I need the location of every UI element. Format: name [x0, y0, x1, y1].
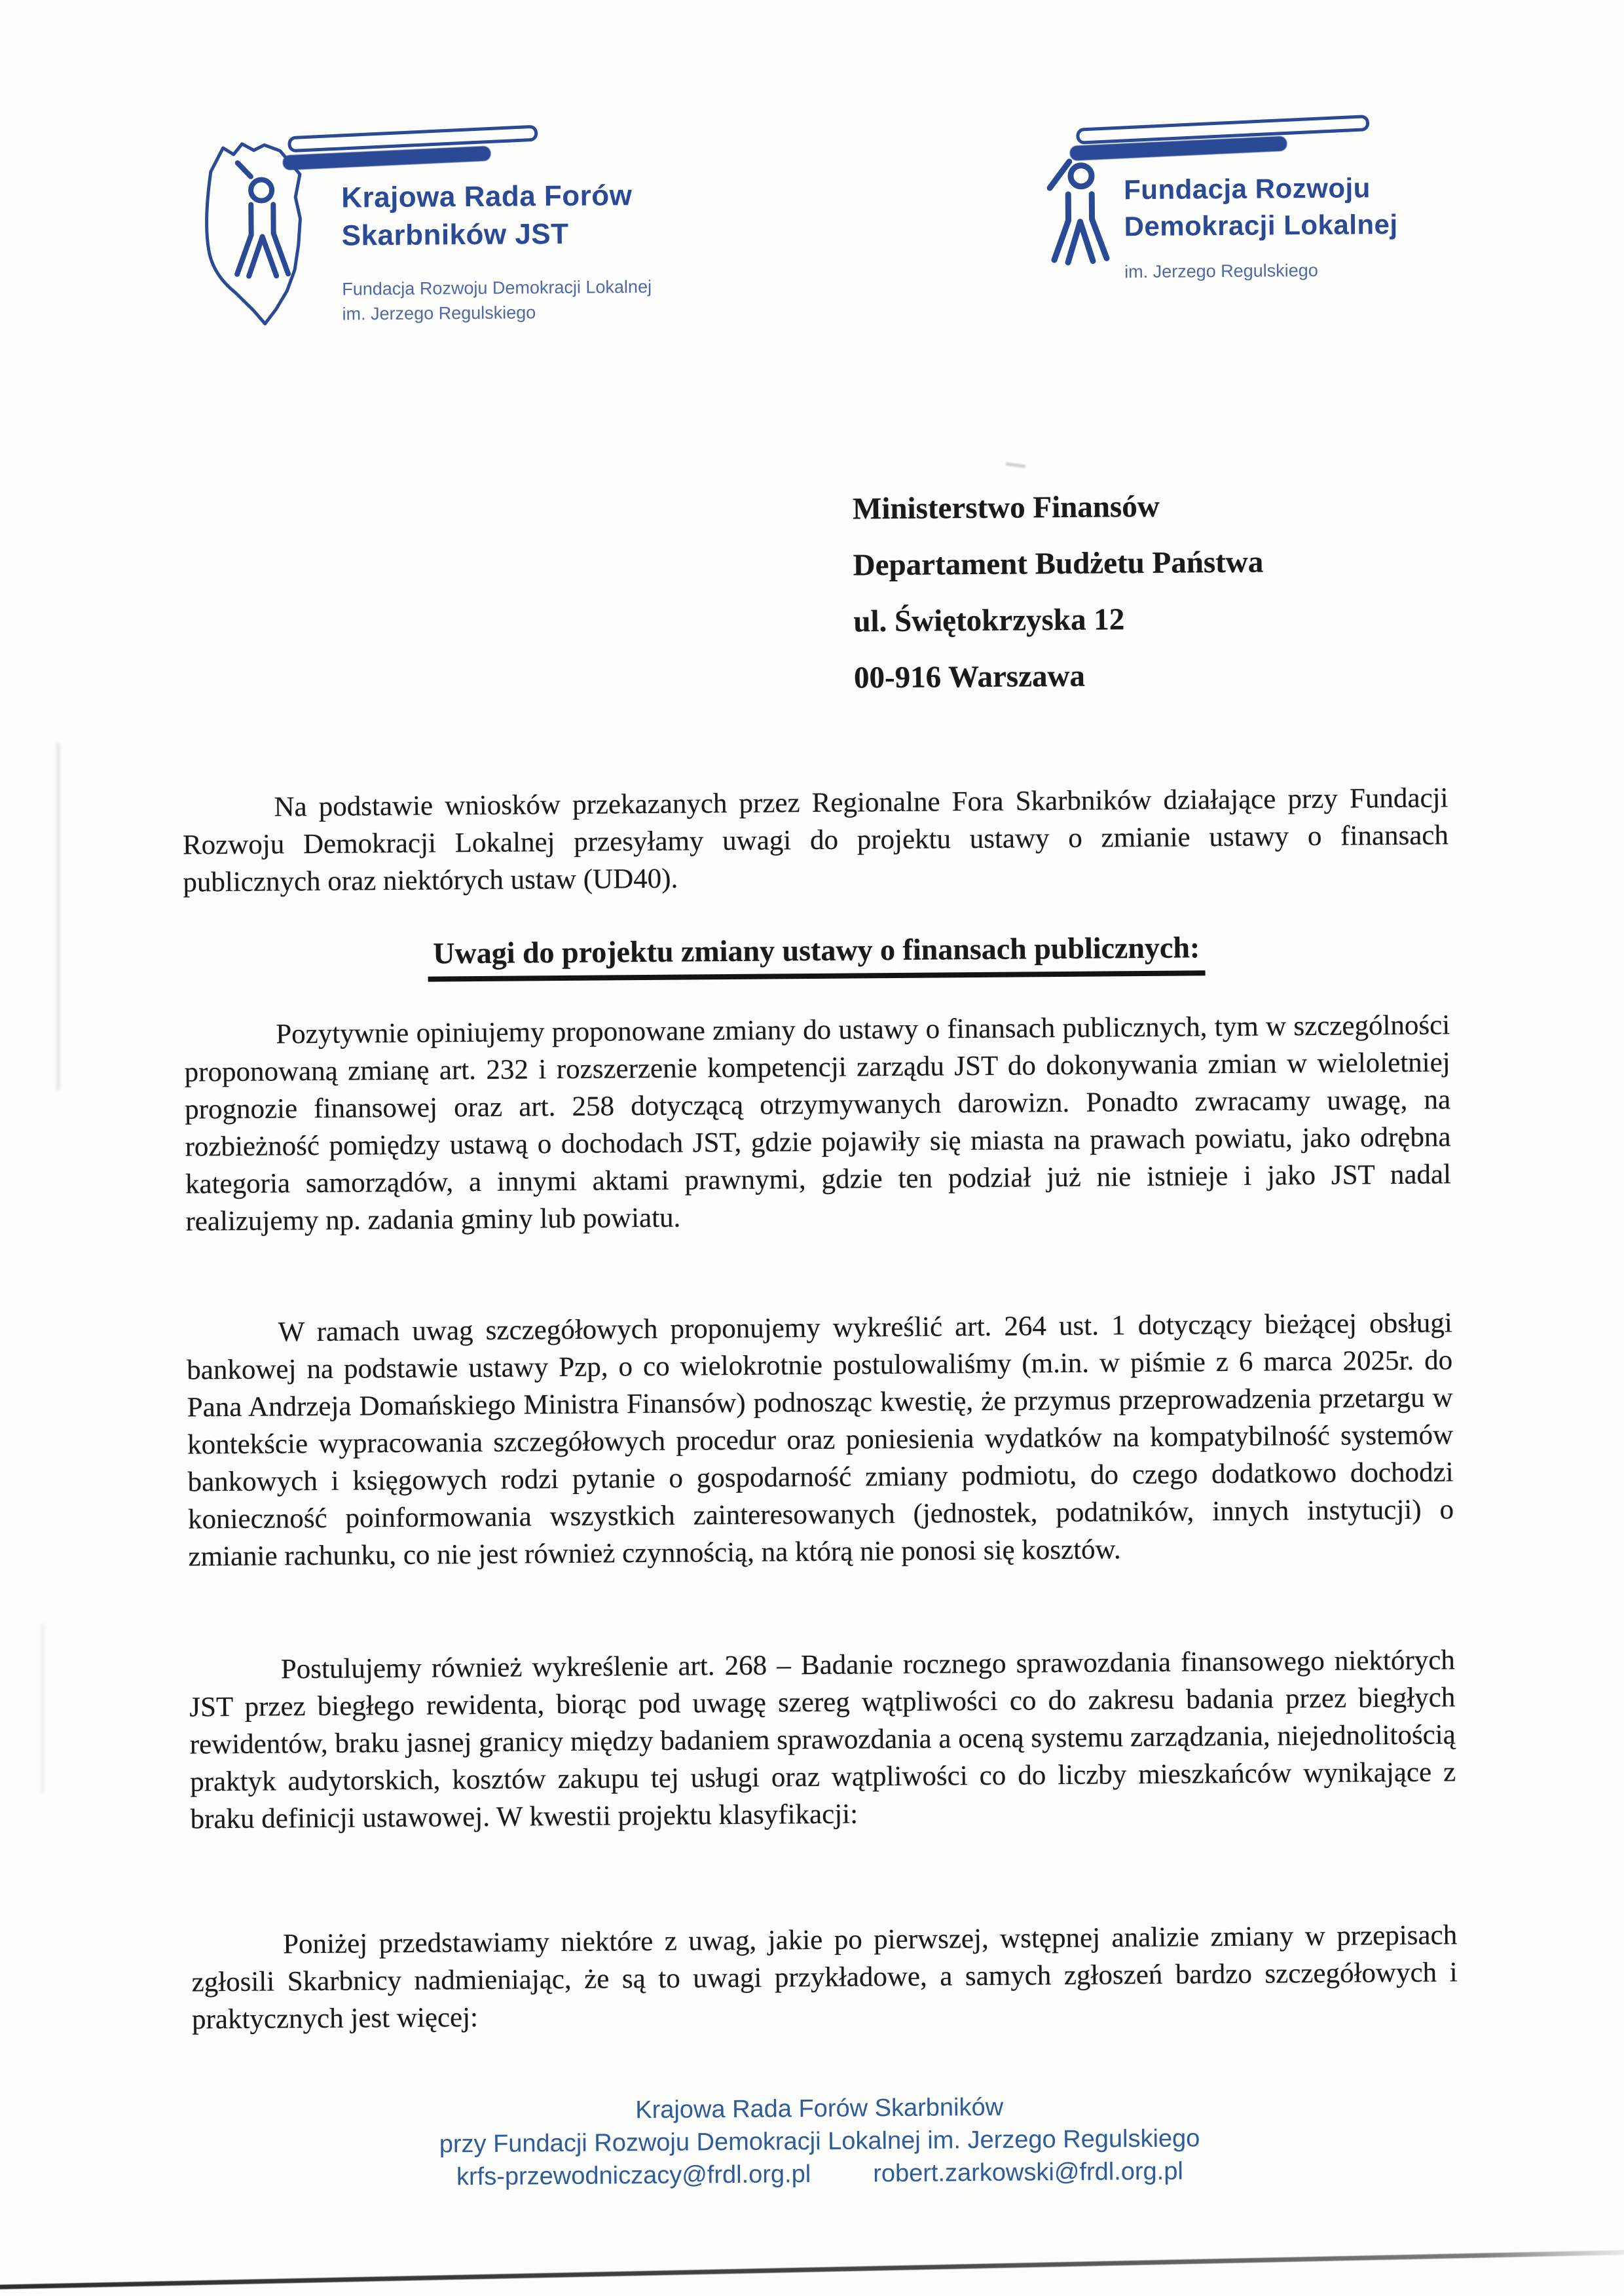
- right-logo-title: [1124, 170, 1398, 245]
- intro-paragraph: Na podstawie wniosków przekazanych przez Regionalne Fora Skarbników działające przy Fundacji Rozwoju Demokracji Lokalnej przesyłamy uwagi do projektu ustawy o zmianie ustawy o finansach publicznych oraz niektórych ustaw (UD40).: [182, 782, 1449, 898]
- left-logo-subtitle-line1: Fundacja Rozwoju Demokracji Lokalnej: [342, 276, 652, 299]
- recipient-line: ul. Świętokrzyska 12: [853, 602, 1125, 639]
- recipient-block: [853, 478, 1264, 706]
- section-heading-wrap: [183, 928, 1449, 983]
- left-logo-title-line1: Krajowa Rada Forów: [341, 179, 633, 214]
- footer-email-left: krfs-przewodniczacy@frdl.org.pl: [456, 2160, 811, 2191]
- right-logo-subtitle: im. Jerzego Regulskiego: [1124, 260, 1318, 282]
- left-logo: [0, 0, 1615, 324]
- left-logo-subtitle-line2: im. Jerzego Regulskiego: [342, 302, 536, 324]
- left-logo-title: [341, 177, 633, 255]
- person-figure-icon: [1043, 153, 1116, 273]
- paragraph-art264: W ramach uwag szczegółowych proponujemy wykreślić art. 264 ust. 1 dotyczący bieżącej obsługi bankowej na podstawie ustawy Pzp, o co wielokrotnie postulowaliśmy (m.in. w piśmie z 6 marca 2025r. do Pana Andrzeja Domańskiego Ministra Finansów) podnosząc kwestię, że przymus przeprowadzenia przetargu w kontekście wypracowania szczegółowych procedur oraz poniesienia wydatków na kompatybilność systemów bankowych i księgowych rodzi pytanie o gospodarność zmiany podmiotu, do czego dodatkowo dochodzi konieczność poinformowania wszystkich zainteresowanych (jednostek, podatników, innych instytucji) o zmianie rachunku, co nie jest również czynnością, na którą nie ponosi się kosztów.: [187, 1307, 1454, 1573]
- footer-foundation-line: przy Fundacji Rozwoju Demokracji Lokalnej im. Jerzego Regulskiego: [439, 2124, 1200, 2159]
- recipient-line: Ministerstwo Finansów: [852, 489, 1160, 526]
- right-logo-title-line2: Demokracji Lokalnej: [1124, 208, 1398, 242]
- footer-org-line: Krajowa Rada Forów Skarbników: [635, 2093, 1004, 2124]
- paragraph-closing: Poniżej przedstawiamy niektóre z uwag, jakie po pierwszej, wstępnej analizie zmiany w przepisach zgłosili Skarbnicy nadmieniając, że są to uwagi przykładowe, a samych zgłoszeń bardzo szczegółowych i praktycznych jest więcej:: [191, 1920, 1458, 2035]
- left-logo-subtitle: [342, 274, 652, 327]
- scan-streak-artifact: [41, 1624, 44, 1794]
- footer-email-right: robert.zarkowski@frdl.org.pl: [873, 2157, 1183, 2188]
- person-figure-icon: [236, 162, 288, 276]
- left-logo-title-line2: Skarbników JST: [341, 217, 569, 252]
- scan-streak-artifact: [56, 743, 60, 1090]
- footer: [7, 2086, 1624, 2196]
- paragraph-opinion: Pozytywnie opiniujemy proponowane zmiany do ustawy o finansach publicznych, tym w szczególności proponowaną zmianę art. 232 i rozszerzenie kompetencji zarządu JST do dokonywania zmian w wieloletniej prognozie finansowej oraz art. 258 dotyczącą otrzymywanych darowizn. Ponadto zwracamy uwagę, na rozbieżność pomiędzy ustawą o dochodach JST, gdzie pojawiły się miasta na prawach powiatu, jako odrębna kategoria samorządów, a innymi aktami prawnymi, gdzie ten podział już nie istnieje i jako JST nadal realizujemy np. zadania gminy lub powiatu.: [184, 1010, 1452, 1237]
- right-logo-title-line1: Fundacja Rozwoju: [1123, 172, 1371, 206]
- paragraph-art268: Postulujemy również wykreślenie art. 268 – Badanie rocznego sprawozdania finansowego niektórych JST przez biegłego rewidenta, biorąc pod uwagę szereg wątpliwości co do zakresu badania przez biegłych rewidentów, braku jasnej granicy między badaniem sprawozdania a oceną systemu zarządzania, niejednolitością praktyk audytorskich, kosztów zakupu tej usługi oraz wątpliwości co do liczby mieszkańców wynikające z braku definicji ustawowej. W kwestii projektu klasyfikacji:: [189, 1645, 1456, 1835]
- recipient-line: 00-916 Warszawa: [853, 659, 1086, 695]
- recipient-line: Departament Budżetu Państwa: [853, 545, 1264, 583]
- left-logo-stripe-outline-icon: [287, 125, 538, 153]
- section-heading: Uwagi do projektu zmiany ustawy o finansach publicznych:: [428, 930, 1206, 981]
